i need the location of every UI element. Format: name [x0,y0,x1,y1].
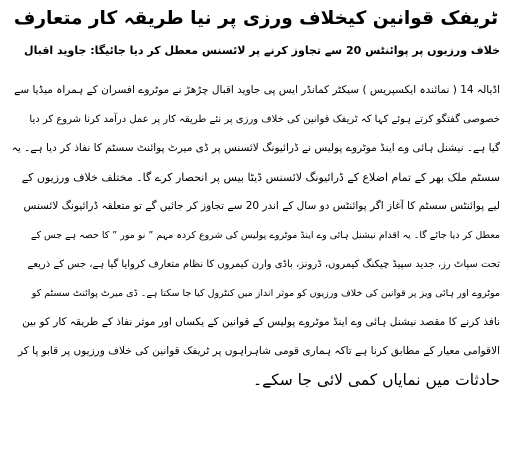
body-line: نافذ کرنے کا مقصد نیشنل ہائی وے اینڈ موٹروے پولیس کے قوانین کے یکساں اور موثر نفاذ کے طریقہ کار کو بین [22,316,500,328]
body-line: اڈیالہ 14 ( نمائندہ ایکسپریس ) سیکٹر کمانڈر ایس پی جاوید اقبال چڑھڑ نے موٹروے افسران کے ہمراہ میڈیا سے [14,84,500,96]
body-line: معطل کر دیا جائے گا۔ یہ اقدام نیشنل ہائی وے اینڈ موٹروے پولیس کی شروع کردہ مہم ” نو مور ” کا حصہ ہے جس کے [30,230,500,241]
article-body [12,76,500,395]
headline: ٹریفک قوانین کیخلاف ورزی پر نیا طریقہ کار متعارف [13,8,499,29]
subheadline: خلاف ورزیوں پر پوائنٹس 20 سے تجاوز کرنے پر لائسنس معطل کر دیا جائیگا: جاوید اقبال [24,44,500,57]
body-line: سسٹم ملک بھر کے تمام اضلاع کے ڈرائیونگ لائسنس ڈیٹا بیس پر انحصار کرے گا۔ مختلف خلاف ورزیوں کے [21,171,500,184]
body-line: موٹروے اور ہائی ویز پر قوانین کی خلاف ورزیوں کو موثر انداز میں کنٹرول کیا جا سکتا ہے۔ ڈی میرٹ پوائنٹ سسٹم کو [31,288,500,299]
body-line: حادثات میں نمایاں کمی لائی جا سکے۔ [253,371,500,389]
body-line: تحت سپاٹ رز، جدید سپیڈ چیکنگ کیمروں، ڈرونز، باڈی وارن کیمروں کا نظام متعارف کروایا گیا ہے، جس کے ذریعے [27,259,500,270]
body-line: الاقوامی معیار کے مطابق کرنا ہے تاکہ ہماری قومی شاہراہوں پر ٹریفک قوانین کی خلاف ورزیوں پر قابو پا کر [18,345,500,357]
body-line: خصوصی گفتگو کرتے ہوئے کہا کہ ٹریفک قوانین کی خلاف ورزی پر نئے طریقہ کار پر عمل درآمد کرنا شروع کر دیا [29,114,500,125]
body-line: گیا ہے۔ نیشنل ہائی وے اینڈ موٹروے پولیس نے ڈرائیونگ لائسنس پر ڈی میرٹ پوائنٹ سسٹم کا نفاذ کر دیا ہے۔ یہ [12,142,500,154]
body-line: لیے پوائنٹس سسٹم کا آغاز اگر پوائنٹس دو سال کے اندر 20 سے تجاوز کر جائیں گے تو متعلقہ ڈرائیونگ لائسنس [23,200,500,212]
